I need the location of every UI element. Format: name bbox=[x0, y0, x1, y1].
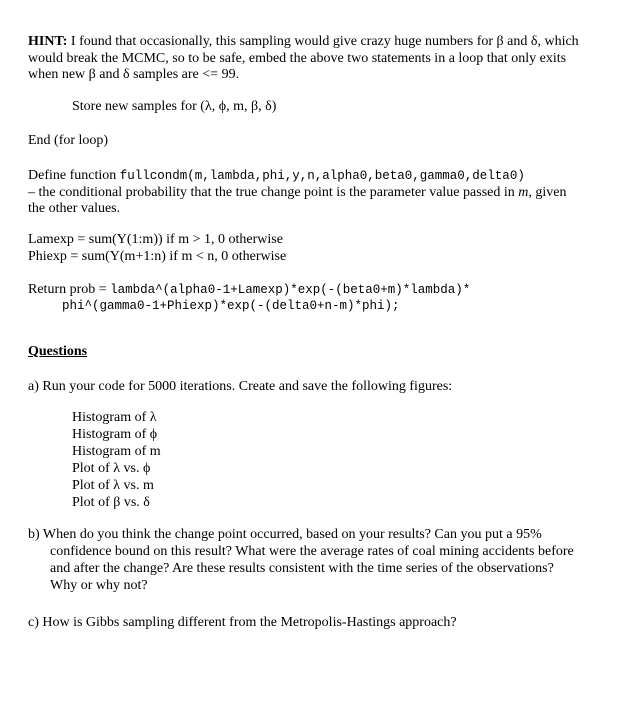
return-prefix: Return prob = bbox=[28, 282, 111, 297]
define-function-line bbox=[28, 168, 525, 184]
phiexp-line: Phiexp = sum(Y(m+1:n) if m < n, 0 otherwise bbox=[28, 249, 287, 264]
desc-text: – the conditional probability that the true change point is the parameter value passed in bbox=[28, 185, 519, 200]
figure-item: Histogram of m bbox=[72, 444, 161, 459]
lamexp-line: Lamexp = sum(Y(1:m)) if m > 1, 0 otherwise bbox=[28, 232, 283, 247]
figure-item: Histogram of ϕ bbox=[72, 427, 158, 442]
store-samples-line: Store new samples for (λ, ϕ, m, β, δ) bbox=[72, 99, 277, 114]
define-desc-line-3: the other values. bbox=[28, 201, 121, 216]
figure-item: Plot of λ vs. ϕ bbox=[72, 461, 151, 476]
define-desc-line bbox=[28, 185, 566, 201]
hint-line-1 bbox=[28, 34, 579, 50]
question-c: c) How is Gibbs sampling different from the Metropolis-Hastings approach? bbox=[28, 615, 457, 630]
desc-text-end: , given bbox=[528, 185, 567, 200]
function-signature: fullcondm(m,lambda,phi,y,n,alpha0,beta0,gamma0,delta0) bbox=[119, 169, 525, 183]
hint-line-3: when new β and δ samples are <= 99. bbox=[28, 67, 240, 82]
question-b-line: Why or why not? bbox=[50, 578, 148, 593]
define-prefix: Define function bbox=[28, 168, 120, 183]
questions-heading: Questions bbox=[28, 344, 88, 359]
figure-item: Plot of λ vs. m bbox=[72, 478, 154, 493]
question-b-line: b) When do you think the change point occurred, based on your results? Can you put a 95% bbox=[28, 527, 542, 542]
question-a: a) Run your code for 5000 iterations. Create and save the following figures: bbox=[28, 379, 453, 394]
hint-text: I found that occasionally, this sampling would give crazy huge numbers for β and δ, which bbox=[67, 34, 579, 49]
return-line-1 bbox=[28, 282, 470, 298]
hint-label: HINT: bbox=[28, 34, 68, 49]
return-code-1: lambda^(alpha0-1+Lamexp)*exp(-(beta0+m)*lambda)* bbox=[110, 283, 471, 297]
figure-item: Plot of β vs. δ bbox=[72, 495, 150, 510]
figure-item: Histogram of λ bbox=[72, 410, 157, 425]
desc-var: m bbox=[518, 185, 529, 200]
return-line-2: phi^(gamma0-1+Phiexp)*exp(-(delta0+n-m)*phi); bbox=[62, 299, 400, 313]
end-loop-line: End (for loop) bbox=[28, 133, 109, 148]
hint-line-2: would break the MCMC, so to be safe, embed the above two statements in a loop that only exits bbox=[28, 51, 567, 66]
question-b-line: and after the change? Are these results consistent with the time series of the observations? bbox=[50, 561, 554, 576]
question-b-line: confidence bound on this result? What were the average rates of coal mining accidents before bbox=[50, 544, 574, 559]
